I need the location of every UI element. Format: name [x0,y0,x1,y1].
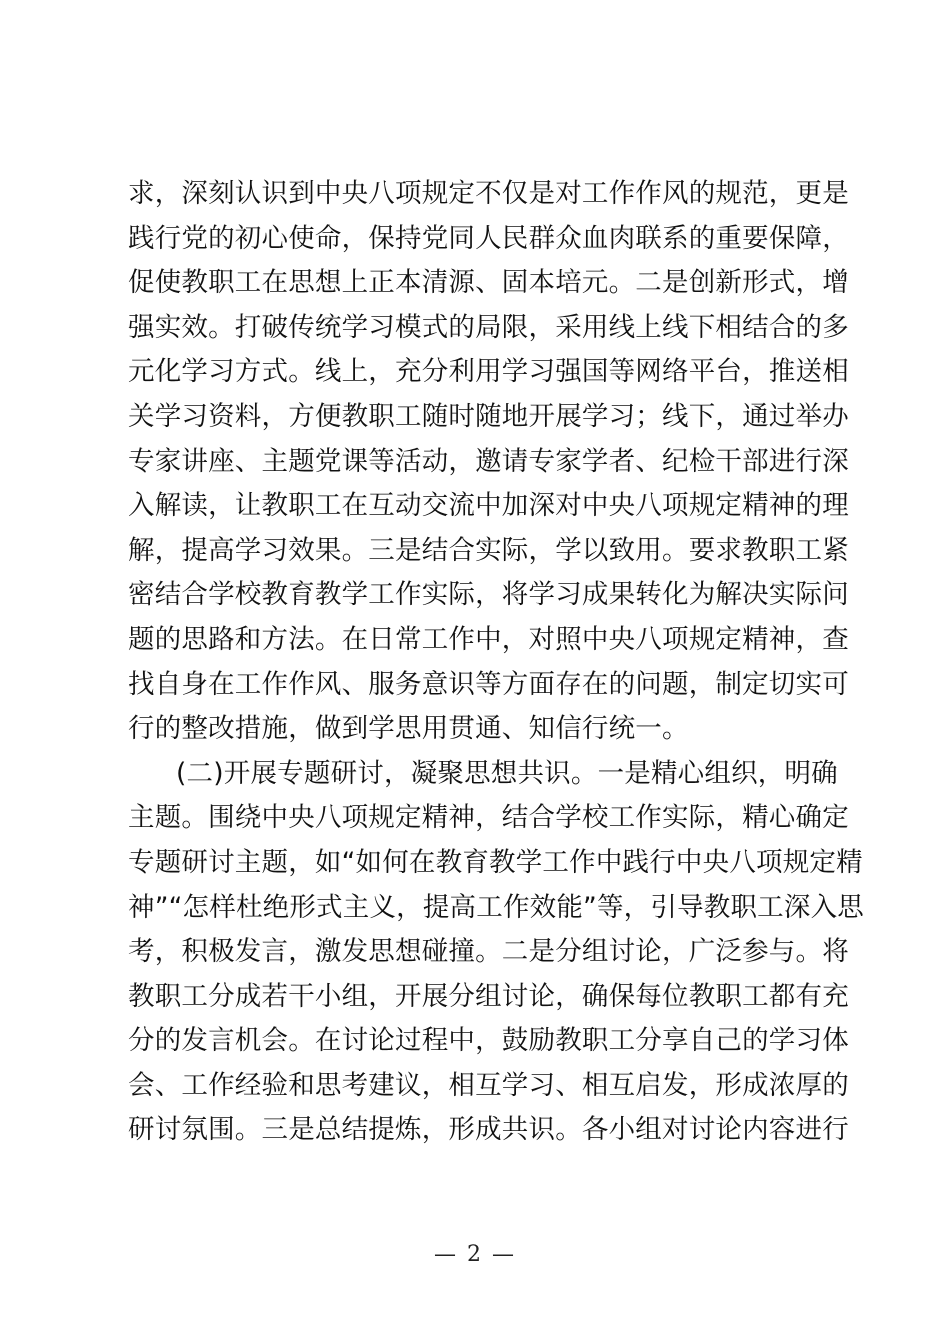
body-text [128,172,864,1153]
text-line: 教职工分成若干小组，开展分组讨论，确保每位教职工都有充 [128,980,849,1012]
text-line: 入解读，让教职工在互动交流中加深对中央八项规定精神的理 [128,490,849,522]
text-line: 考，积极发言，激发思想碰撞。二是分组讨论，广泛参与。将 [128,936,849,968]
text-line: 密结合学校教育教学工作实际，将学习成果转化为解决实际问 [128,579,849,611]
text-line: 找自身在工作作风、服务意识等方面存在的问题，制定切实可 [128,668,849,700]
page-number: — 2 — [434,1242,516,1267]
text-line: 题的思路和方法。在日常工作中，对照中央八项规定精神，查 [128,623,849,655]
text-line: 神”“怎样杜绝形式主义，提高工作效能”等，引导教职工深入思 [128,891,864,923]
text-line: 分的发言机会。在讨论过程中，鼓励教职工分享自己的学习体 [128,1025,849,1057]
text-line: 元化学习方式。线上，充分利用学习强国等网络平台，推送相 [128,356,849,388]
text-line: 专家讲座、主题党课等活动，邀请专家学者、纪检干部进行深 [128,445,849,477]
text-line: 强实效。打破传统学习模式的局限，采用线上线下相结合的多 [128,311,849,343]
text-line: 研讨氛围。三是总结提炼，形成共识。各小组对讨论内容进行 [128,1114,849,1146]
text-line: 专题研讨主题，如“如何在教育教学工作中践行中央八项规定精 [128,846,863,878]
section-heading-line: (二)开展专题研讨，凝聚思想共识。一是精心组织，明确 [176,757,838,789]
text-line: 求，深刻认识到中央八项规定不仅是对工作作风的规范，更是 [128,178,849,209]
text-line: 主题。围绕中央八项规定精神，结合学校工作实际，精心确定 [128,802,849,834]
text-line: 关学习资料，方便教职工随时随地开展学习；线下，通过举办 [128,400,849,432]
text-line: 践行党的初心使命，保持党同人民群众血肉联系的重要保障， [128,222,849,254]
text-line: 解，提高学习效果。三是结合实际，学以致用。要求教职工紧 [128,534,849,566]
text-line: 行的整改措施，做到学思用贯通、知信行统一。 [128,713,689,745]
text-line: 促使教职工在思想上正本清源、固本培元。二是创新形式，增 [128,267,849,299]
text-line: 会、工作经验和思考建议，相互学习、相互启发，形成浓厚的 [128,1069,849,1101]
